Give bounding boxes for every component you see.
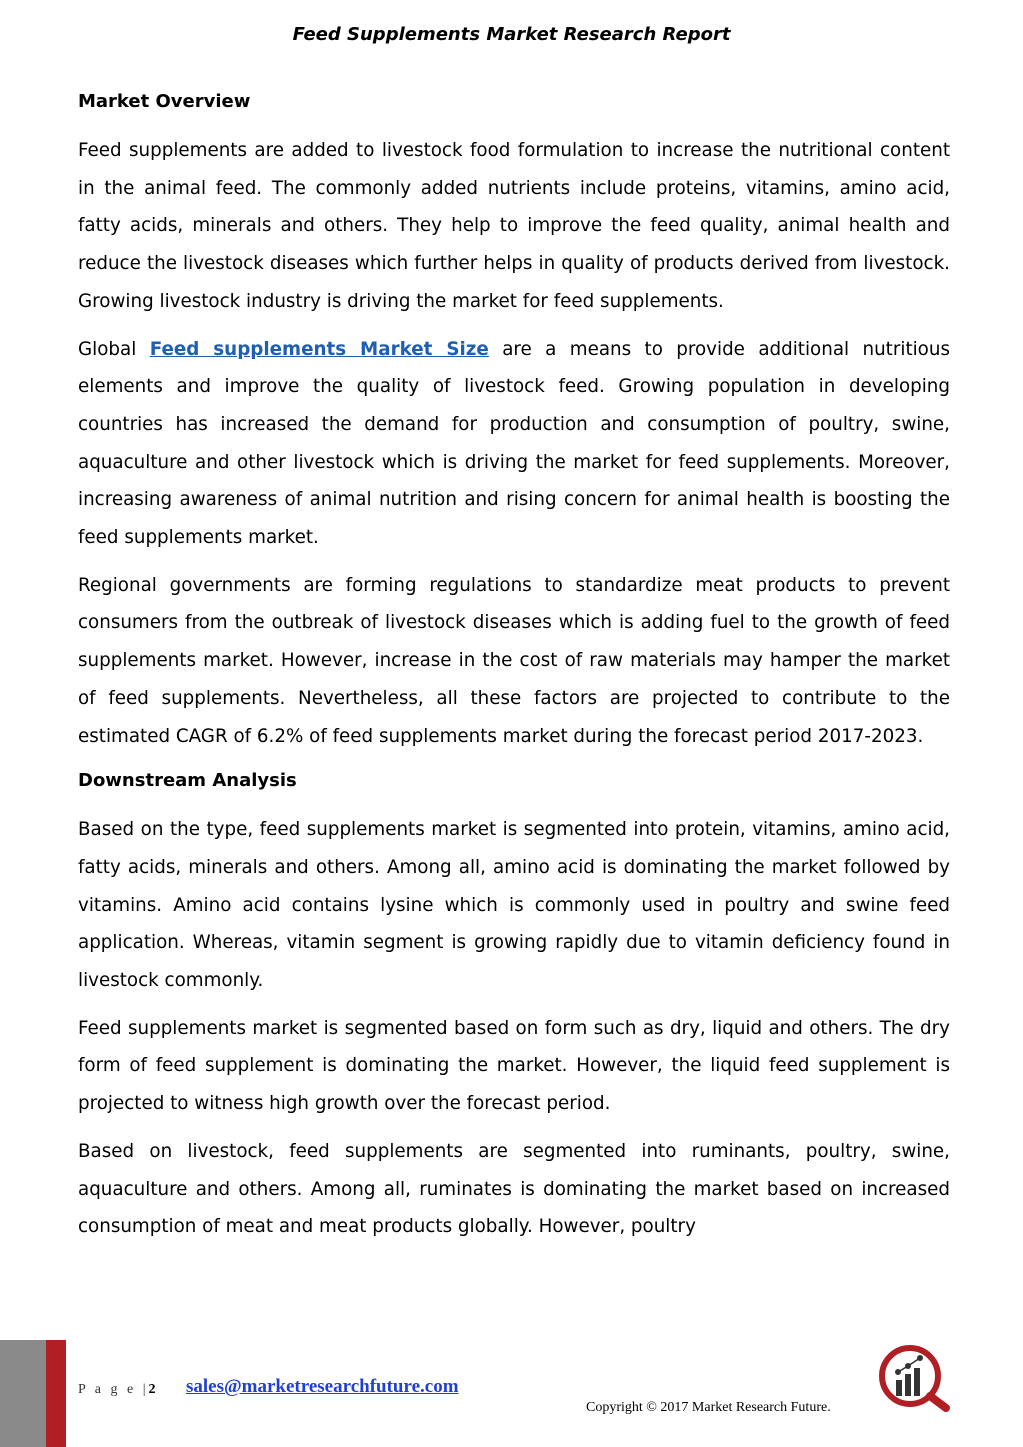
- paragraph-downstream-3: Based on livestock, feed supplements are segmented into ruminants, poultry, swine, aquaculture and others. Among all, ruminates is dominating the market based on increased consumption of meat and meat products globally. However, poultry: [78, 1140, 950, 1238]
- page-label: P a g e |: [78, 1382, 149, 1397]
- paragraph-downstream-1: Based on the type, feed supplements market is segmented into protein, vitamins, amino acid, fatty acids, minerals and others. Among all, amino acid is dominating the market followed by vitamins. Amino acid contains lysine which is commonly used in poultry and swine feed application. Whereas, vitamin segment is growing rapidly due to vitamin deficiency found in livestock commonly.: [78, 819, 950, 992]
- paragraph-overview-2: [78, 331, 950, 557]
- email-link[interactable]: sales@marketresearchfuture.com: [186, 1376, 459, 1397]
- paragraph-prefix: Global: [78, 338, 150, 360]
- page-title: Feed Supplements Market Research Report: [292, 24, 731, 45]
- paragraph-overview-3: Regional governments are forming regulations to standardize meat products to prevent consumers from the outbreak of livestock diseases which is adding fuel to the growth of feed supplements market. However, increase in the cost of raw materials may hamper the market of feed supplements. Nevertheless, all these factors are projected to contribute to the estimated CAGR of 6.2% of feed supplements market during the forecast period 2017-2023.: [78, 574, 950, 747]
- paragraph-overview-1: Feed supplements are added to livestock food formulation to increase the nutritional content in the animal feed. The commonly added nutrients include proteins, vitamins, amino acid, fatty acids, minerals and others. They help to improve the feed quality, animal health and reduce the livestock diseases which further helps in quality of products derived from livestock. Growing livestock industry is driving the market for feed supplements.: [78, 140, 950, 312]
- market-research-future-logo-icon: [876, 1342, 952, 1412]
- section-heading-downstream-analysis: Downstream Analysis: [78, 770, 297, 792]
- page-number: [78, 1382, 156, 1398]
- page-number-value: 2: [148, 1382, 156, 1397]
- footer-grey-bar: [0, 1340, 46, 1447]
- copyright-text: Copyright © 2017 Market Research Future.: [586, 1400, 831, 1415]
- paragraph-text: are a means to provide additional nutritious elements and improve the quality of livestock feed. Growing population in developing countries has increased the demand for production and consumption of poultry, swine, aquaculture and other livestock which is driving the market for feed supplements. Moreover, increasing awareness of animal nutrition and rising concern for animal health is boosting the feed supplements market.: [78, 338, 950, 549]
- feed-supplements-market-size-link[interactable]: Feed supplements Market Size: [149, 338, 489, 360]
- footer-red-bar: [46, 1340, 66, 1447]
- paragraph-downstream-2: Feed supplements market is segmented based on form such as dry, liquid and others. The dry form of feed supplement is dominating the market. However, the liquid feed supplement is projected to witness high growth over the forecast period.: [78, 1017, 950, 1115]
- section-heading-market-overview: Market Overview: [78, 91, 251, 112]
- document-body: [78, 86, 950, 1256]
